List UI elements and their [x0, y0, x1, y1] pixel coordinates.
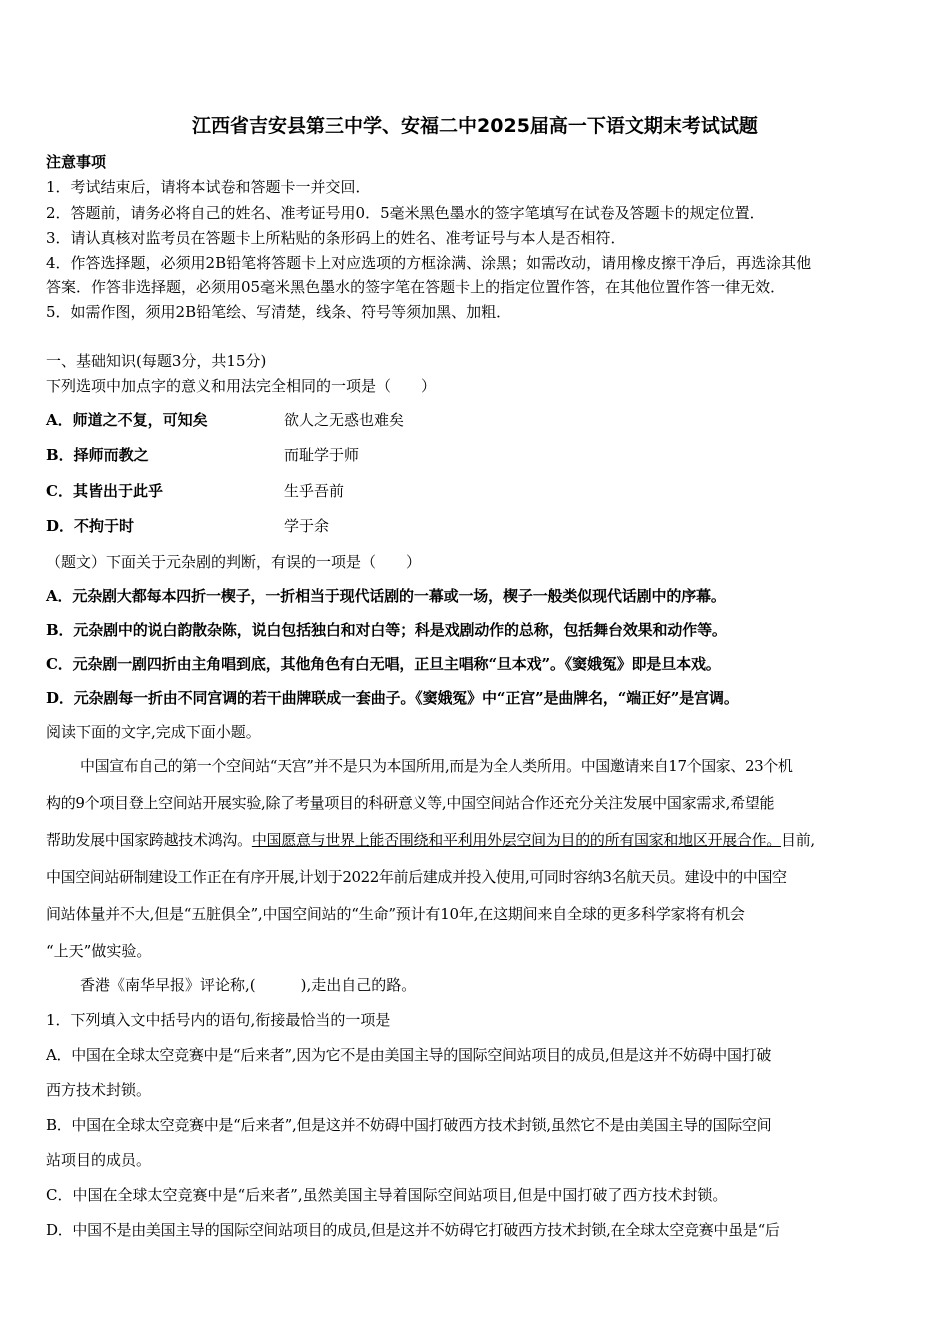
option-d: D．中国不是由美国主导的国际空间站项目的成员,但是这并不妨碍它打破西方技术封锁,在全球太空竞赛中虽是“后 — [46, 1221, 780, 1239]
option-c: C．元杂剧一剧四折由主角唱到底，其他角色有白无唱，正旦主唱称“旦本戏”。《窦娥冤》即是旦本戏。 — [46, 655, 721, 673]
option-b-cont: 站项目的成员。 — [46, 1151, 152, 1169]
passage-line — [46, 830, 815, 850]
option-d: D．元杂剧每一折由不同宫调的若干曲牌联成一套曲子。《窦娥冤》中“正宫”是曲牌名，“端正好”是宫调。 — [46, 689, 739, 707]
notice-item: 5．如需作图，须用2B铅笔绘、写清楚，线条、符号等须加黑、加粗． — [46, 303, 512, 321]
passage-line: 构的9个项目登上空间站开展实验,除了考量项目的科研意义等,中国空间站合作还充分关注发展中国家需求,希望能 — [46, 794, 775, 812]
option-a: A．元杂剧大都每本四折一楔子，一折相当于现代话剧的一幕或一场，楔子一般类似现代话剧中的序幕。 — [46, 587, 726, 605]
option-b-left: B．择师而教之 — [46, 446, 149, 464]
option-d-right: 学于余 — [284, 517, 330, 535]
option-a-left: A．师道之不复，可知矣 — [46, 411, 208, 429]
notice-item: 4．作答选择题，必须用2B铅笔将答题卡上对应选项的方框涂满、涂黑；如需改动，请用橡皮擦干净后，再选涂其他 — [46, 254, 812, 272]
option-c-right: 生乎吾前 — [284, 482, 345, 500]
option-c-left: C．其皆出于此乎 — [46, 482, 163, 500]
notice-heading: 注意事项 — [46, 153, 107, 171]
section-heading: 一、基础知识(每题3分，共15分) — [46, 352, 267, 370]
reading-intro: 阅读下面的文字,完成下面小题。 — [46, 723, 261, 741]
option-a-right: 欲人之无惑也难矣 — [284, 411, 405, 429]
passage-line: 中国空间站研制建设工作正在有序开展,计划于2022年前后建成并投入使用,可同时容纳3名航天员。建设中的中国空 — [46, 868, 787, 886]
question-stem: 下列选项中加点字的意义和用法完全相同的一项是（ ） — [46, 377, 437, 395]
option-b: B．元杂剧中的说白韵散杂陈，说白包括独白和对白等；科是戏剧动作的总称，包括舞台效果和动作等。 — [46, 621, 727, 639]
notice-item: 1．考试结束后，请将本试卷和答题卡一并交回． — [46, 178, 371, 196]
passage-text: 帮助发展中国家跨越技术鸿沟。 — [46, 831, 252, 849]
underlined-sentence: 中国愿意与世界上能否围绕和平利用外层空间为目的的所有国家和地区开展合作。 — [251, 831, 782, 849]
passage-line: 间站体量并不大,但是“五脏俱全”,中国空间站的“生命”预计有10年,在这期间来自全球的更多科学家将有机会 — [46, 905, 745, 923]
question-stem: 1．下列填入文中括号内的语句,衔接最恰当的一项是 — [46, 1011, 391, 1029]
notice-item: 3．请认真核对监考员在答题卡上所粘贴的条形码上的姓名、准考证号与本人是否相符． — [46, 229, 626, 247]
option-b-right: 而耻学于师 — [284, 446, 360, 464]
option-c: C．中国在全球太空竞赛中是“后来者”,虽然美国主导着国际空间站项目,但是中国打破了西方技术封锁。 — [46, 1186, 728, 1204]
option-b: B．中国在全球太空竞赛中是“后来者”,但是这并不妨碍中国打破西方技术封锁,虽然它不是由美国主导的国际空间 — [46, 1116, 772, 1134]
option-d-left: D．不拘于时 — [46, 517, 135, 535]
question-stem: （题文）下面关于元杂剧的判断，有误的一项是（ ） — [46, 553, 422, 571]
page-title: 江西省吉安县第三中学、安福二中2025届高一下语文期末考试试题 — [192, 115, 758, 137]
passage-line: 香港《南华早报》评论称,( ),走出自己的路。 — [80, 976, 417, 994]
option-a: A．中国在全球太空竞赛中是“后来者”,因为它不是由美国主导的国际空间站项目的成员,但是这并不妨碍中国打破 — [46, 1046, 772, 1064]
passage-text: 目前, — [781, 831, 815, 849]
option-a-cont: 西方技术封锁。 — [46, 1081, 152, 1099]
passage-line: 中国宣布自己的第一个空间站“天宫”并不是只为本国所用,而是为全人类所用。中国邀请来自17个国家、23个机 — [80, 757, 793, 775]
passage-line: “上天”做实验。 — [46, 942, 152, 960]
notice-item: 答案．作答非选择题，必须用05毫米黑色墨水的签字笔在答题卡上的指定位置作答，在其他位置作答一律无效． — [46, 278, 786, 296]
notice-item: 2．答题前，请务必将自己的姓名、准考证号用0．5毫米黑色墨水的签字笔填写在试卷及答题卡的规定位置． — [46, 204, 765, 222]
